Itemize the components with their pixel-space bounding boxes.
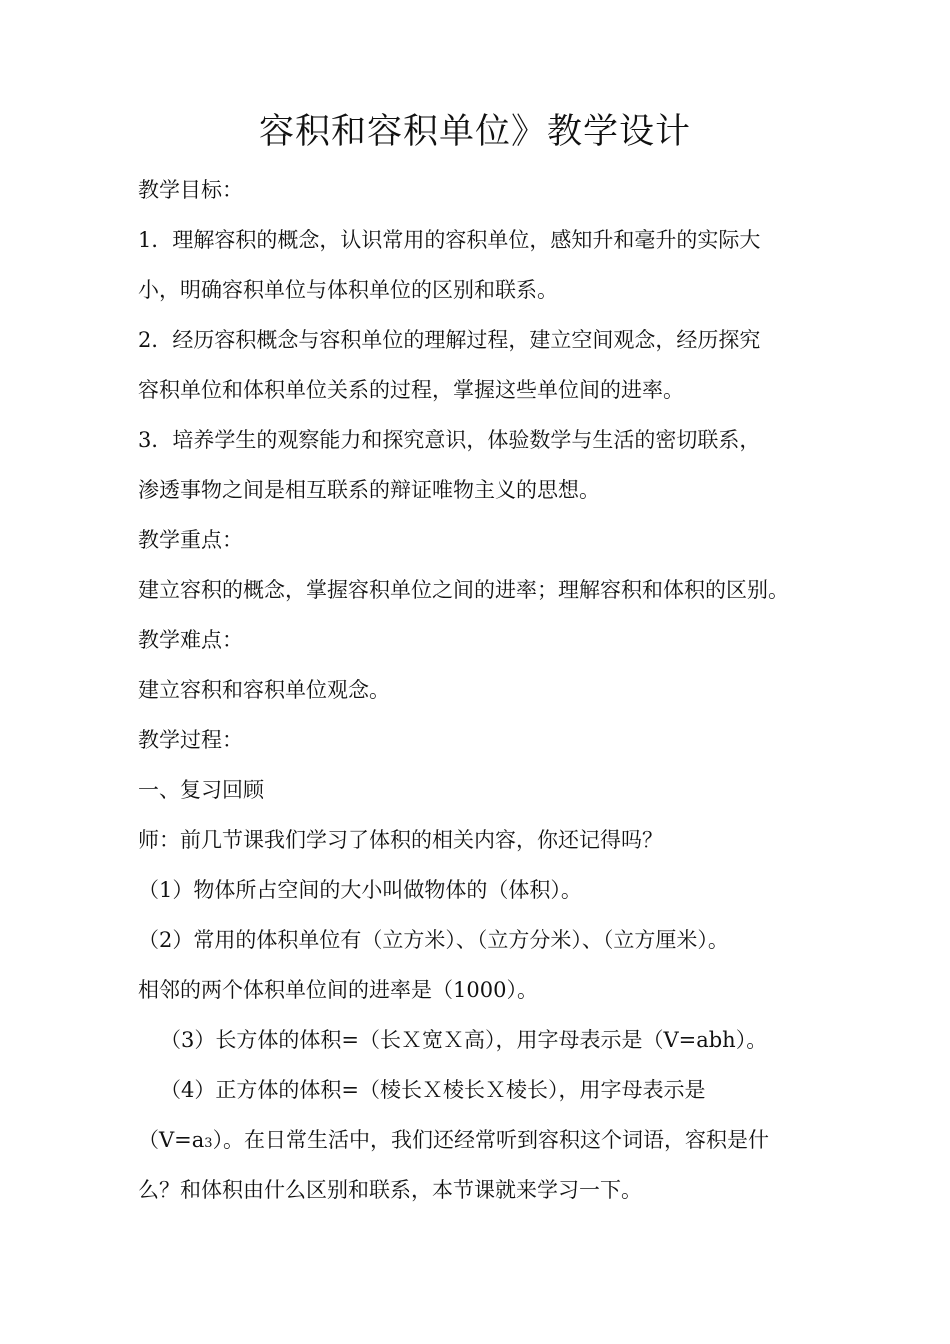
paragraph-line: 2．经历容积概念与容积单位的理解过程，建立空间观念，经历探究 xyxy=(138,328,761,352)
paragraph-line: 3．培养学生的观察能力和探究意识，体验数学与生活的密切联系， xyxy=(138,428,761,452)
document-body xyxy=(138,165,858,1215)
paragraph-line: 建立容积和容积单位观念。 xyxy=(138,678,390,702)
paragraph-line: 建立容积的概念，掌握容积单位之间的进率；理解容积和体积的区别。 xyxy=(138,578,789,602)
paragraph-line xyxy=(138,1115,858,1165)
section-heading-process: 教学过程： xyxy=(138,728,243,752)
paragraph-line: 相邻的两个体积单位间的进率是（1000）。 xyxy=(138,978,538,1002)
paragraph-line: 渗透事物之间是相互联系的辩证唯物主义的思想。 xyxy=(138,478,600,502)
paragraph-line: 容积单位和体积单位关系的过程，掌握这些单位间的进率。 xyxy=(138,378,684,402)
paragraph-line: （1）物体所占空间的大小叫做物体的（体积）。 xyxy=(138,878,582,902)
paragraph-line: 么？和体积由什么区别和联系，本节课就来学习一下。 xyxy=(138,1178,642,1202)
subsection-heading-review: 一、复习回顾 xyxy=(138,778,264,802)
section-heading-key-points: 教学重点： xyxy=(138,528,243,552)
paragraph-text: ）。在日常生活中，我们还经常听到容积这个词语，容积是什 xyxy=(212,1128,770,1152)
section-heading-objectives: 教学目标： xyxy=(138,178,243,202)
section-heading-difficulties: 教学难点： xyxy=(138,628,243,652)
paragraph-line: （3）长方体的体积=（长Ｘ宽Ｘ高），用字母表示是（V=abh）。 xyxy=(160,1028,768,1052)
paragraph-line: （2）常用的体积单位有（立方米）、（立方分米）、（立方厘米）。 xyxy=(138,928,729,952)
document-title: 容积和容积单位》教学设计 xyxy=(258,112,691,152)
paragraph-line: （4）正方体的体积=（棱长Ｘ棱长Ｘ棱长），用字母表示是 xyxy=(160,1078,706,1102)
paragraph-line: 小，明确容积单位与体积单位的区别和联系。 xyxy=(138,278,558,302)
paragraph-line: 师：前几节课我们学习了体积的相关内容，你还记得吗？ xyxy=(138,828,663,852)
paragraph-line: 1．理解容积的概念，认识常用的容积单位，感知升和毫升的实际大 xyxy=(138,228,761,252)
formula-exponent: 3 xyxy=(204,1136,213,1151)
formula-text: （V=a xyxy=(138,1128,205,1152)
